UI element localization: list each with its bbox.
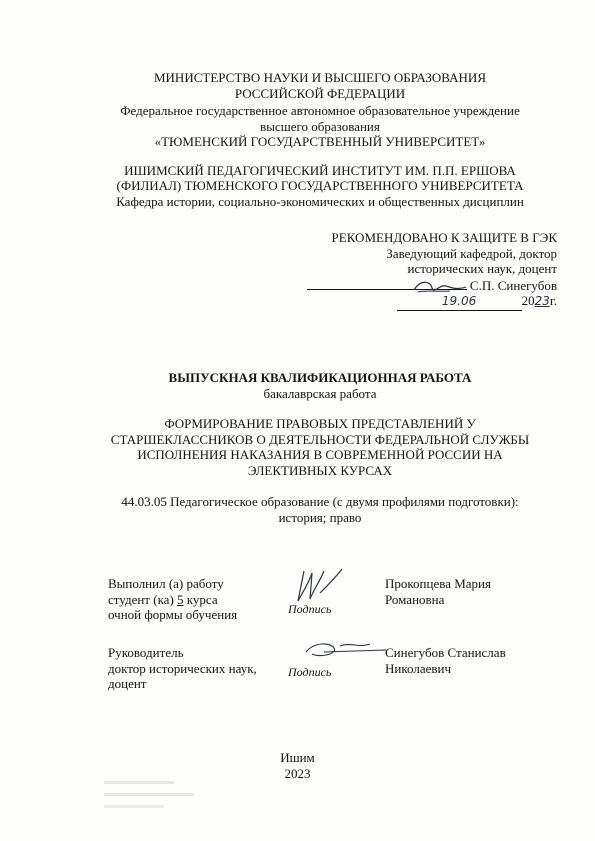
work-subtype: бакалаврская работа (263, 385, 377, 401)
approval-position-2: исторических наук, доцент (407, 261, 557, 276)
student-name (385, 576, 555, 607)
footer-year: 2023 (284, 765, 311, 781)
student-role (108, 576, 288, 623)
student-role-prefix: студент (ка) (108, 591, 178, 607)
ministry-line-2: РОССИЙСКОЙ ФЕДЕРАЦИИ (234, 85, 406, 101)
footer (0, 750, 595, 781)
footer-city: Ишим (280, 750, 315, 765)
approval-position-1: Заведующий кафедрой, доктор (386, 245, 557, 261)
student-signature-label: Подпись (288, 602, 332, 616)
approval-signature-icon (410, 278, 470, 298)
approval-title: РЕКОМЕНДОВАНО К ЗАЩИТЕ В ГЭК (331, 230, 557, 245)
approval-year-prefix: 20 (521, 293, 535, 308)
student-role-suffix: курса (183, 591, 218, 607)
student-role-line-1: Выполнил (а) работу (108, 576, 224, 591)
student-course-number: 5 (177, 591, 184, 607)
supervisor-signature-label: Подпись (288, 665, 332, 679)
approval-name: С.П. Синегубов (469, 277, 557, 293)
supervisor-role-line-1: Руководитель (108, 645, 184, 660)
student-name-line-1: Прокопцева Мария (385, 576, 491, 591)
program-line-1: 44.03.05 Педагогическое образование (с двумя профилями подготовки): (121, 494, 519, 509)
work-title-line-4: ЭЛЕКТИВНЫХ КУРСАХ (247, 462, 393, 478)
department-name: Кафедра истории, социально-экономических и общественных дисциплин (116, 193, 524, 209)
work-title-line-2: СТАРШЕКЛАССНИКОВ О ДЕЯТЕЛЬНОСТИ ФЕДЕРАЛЬНОЙ СЛУЖБЫ (110, 431, 530, 447)
work-block (40, 370, 595, 525)
bleed-through-mark (100, 775, 280, 815)
university-name: «ТЮМЕНСКИЙ ГОСУДАРСТВЕННЫЙ УНИВЕРСИТЕТ» (154, 134, 486, 149)
supervisor-name-line-1: Синегубов Станислав (385, 645, 506, 660)
institute-line-2: (ФИЛИАЛ) ТЮМЕНСКОГО ГОСУДАРСТВЕННОГО УНИВЕРСИТЕТА (116, 178, 524, 193)
supervisor-name (385, 645, 555, 676)
work-title-line-3: ИСПОЛНЕНИЯ НАКАЗАНИЯ В СОВРЕМЕННОЙ РОССИИ НА (137, 447, 503, 462)
supervisor-role-line-3: доцент (108, 676, 147, 691)
approval-block (297, 230, 557, 311)
work-type: ВЫПУСКНАЯ КВАЛИФИКАЦИОННАЯ РАБОТА (168, 370, 472, 385)
approval-year: 23 (534, 294, 550, 308)
supervisor-role-line-2: доктор исторических наук, (108, 660, 257, 676)
institute-line-1: ИШИМСКИЙ ПЕДАГОГИЧЕСКИЙ ИНСТИТУТ ИМ. П.П. ЕРШОВА (124, 162, 516, 178)
institution-type-line-2: высшего образования (260, 118, 380, 134)
ministry-line-1: МИНИСТЕРСТВО НАУКИ И ВЫСШЕГО ОБРАЗОВАНИЯ (153, 70, 486, 85)
student-signature-icon (290, 565, 345, 610)
supervisor-signature-icon (300, 638, 390, 664)
institution-type-line-1: Федеральное государственное автономное образовательное учреждение (120, 103, 520, 118)
supervisor-role (108, 645, 288, 692)
student-role-line-2 (108, 592, 288, 608)
student-name-line-2: Романовна (385, 591, 445, 607)
work-title-line-1: ФОРМИРОВАНИЕ ПРАВОВЫХ ПРЕДСТАВЛЕНИЙ У (164, 416, 476, 431)
student-role-line-3: очной формы обучения (108, 607, 238, 622)
supervisor-name-line-2: Николаевич (385, 660, 451, 676)
approval-date: 19.06 (397, 294, 522, 311)
approval-year-suffix: г. (549, 293, 557, 308)
program-line-2: история; право (278, 509, 362, 525)
header (40, 70, 595, 209)
